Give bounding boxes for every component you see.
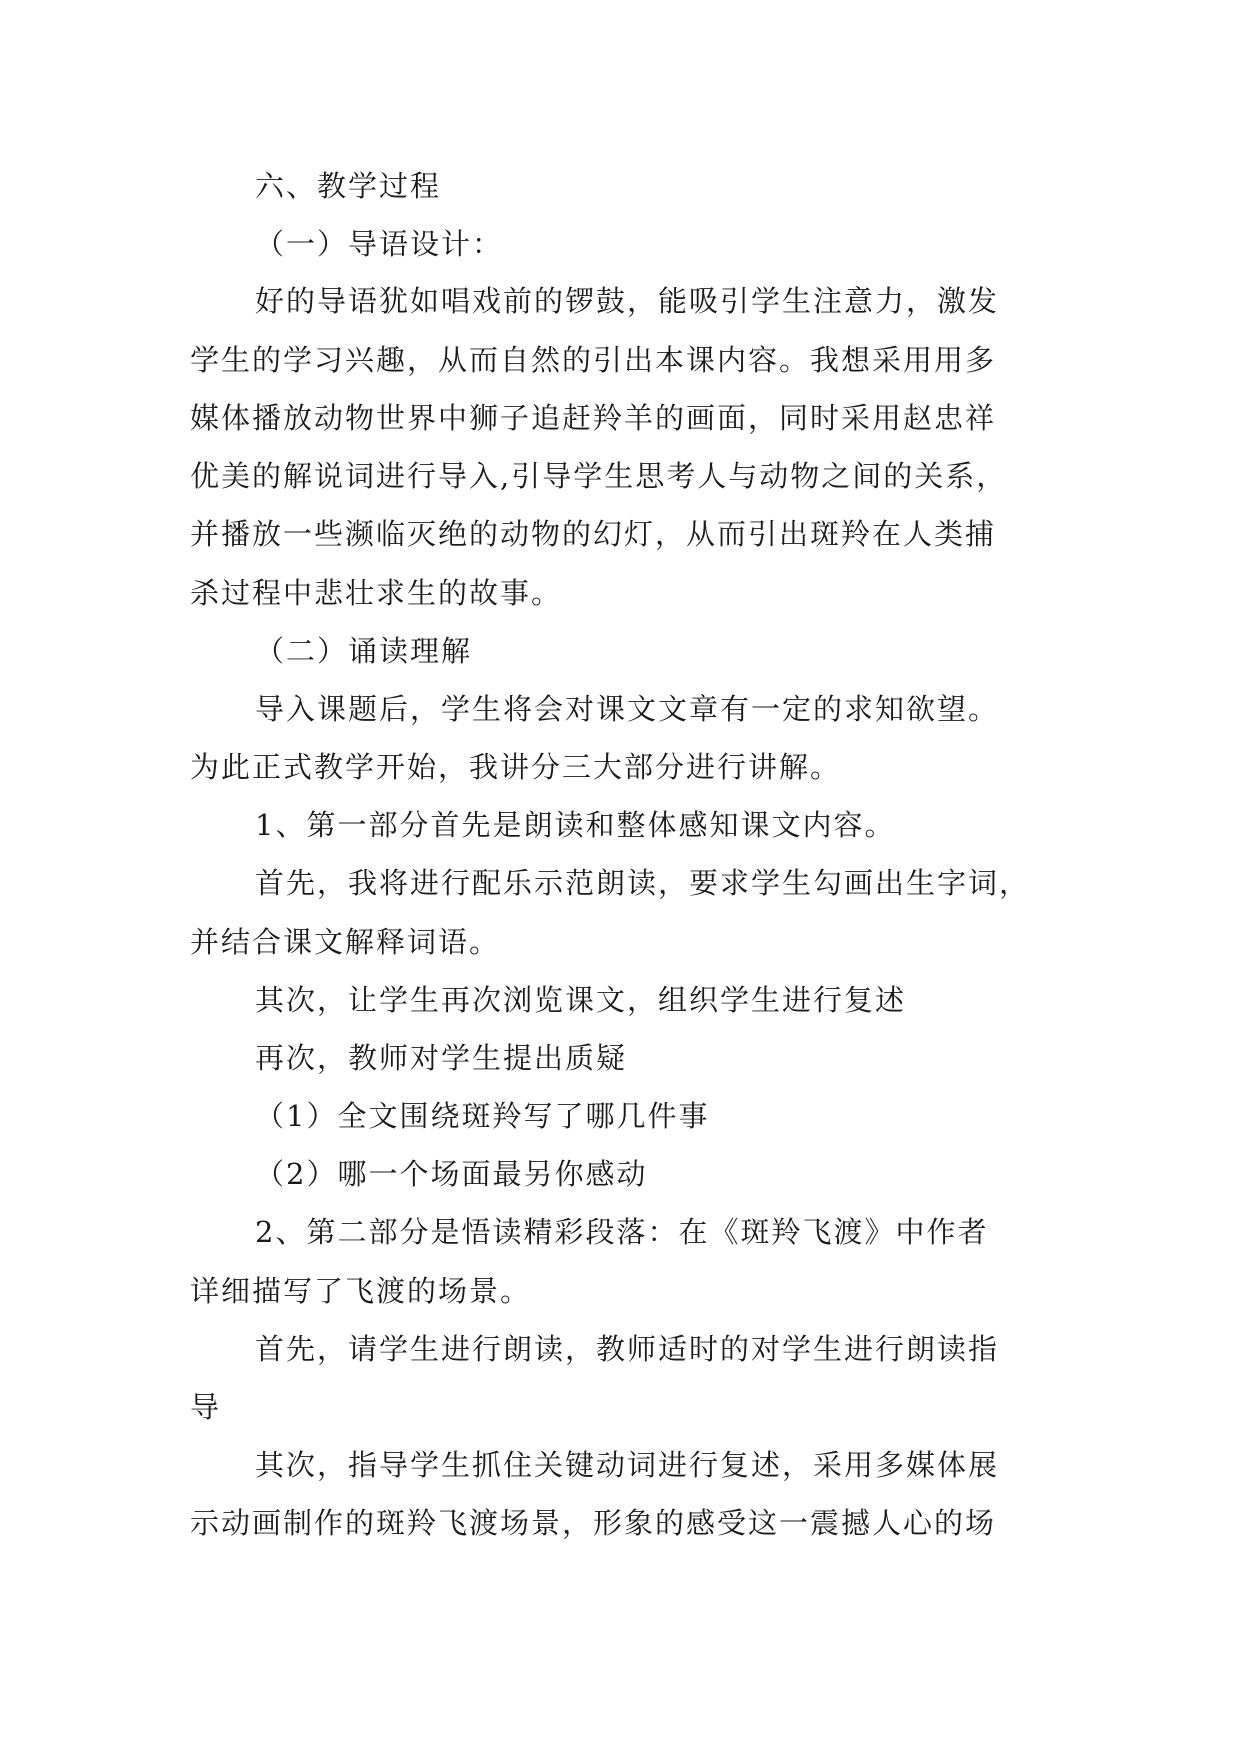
list-item: （2）哪一个场面最另你感动: [255, 1157, 648, 1191]
paragraph-line: 并结合课文解释词语。: [190, 925, 501, 959]
paragraph-line: 示动画制作的斑羚飞渡场景，形象的感受这一震撼人心的场: [190, 1506, 997, 1540]
section-heading: 六、教学过程: [255, 169, 442, 203]
paragraph-line: 2、第二部分是悟读精彩段落：在《斑羚飞渡》中作者: [255, 1215, 989, 1249]
paragraph-line: 首先，请学生进行朗读，教师适时的对学生进行朗读指: [255, 1332, 1000, 1366]
paragraph-line: 为此正式教学开始，我讲分三大部分进行讲解。: [190, 750, 842, 784]
list-item: （1）全文围绕斑羚写了哪几件事: [255, 1099, 710, 1133]
paragraph-line: 导入课题后，学生将会对课文文章有一定的求知欲望。: [255, 692, 1000, 726]
paragraph-line: 好的导语犹如唱戏前的锣鼓，能吸引学生注意力，激发: [255, 284, 1000, 318]
paragraph-line: 学生的学习兴趣，从而自然的引出本课内容。我想采用用多: [190, 343, 997, 377]
paragraph-line: 再次，教师对学生提出质疑: [255, 1041, 628, 1075]
paragraph-line: 并播放一些濒临灭绝的动物的幻灯，从而引出斑羚在人类捕: [190, 517, 997, 551]
paragraph-line: 其次，让学生再次浏览课文，组织学生进行复述: [255, 983, 907, 1017]
paragraph-line: 导: [190, 1390, 222, 1424]
paragraph-line: 详细描写了飞渡的场景。: [190, 1274, 532, 1308]
subsection-heading: （二）诵读理解: [255, 634, 473, 668]
subsection-heading: （一）导语设计：: [255, 227, 504, 261]
paragraph-line: 首先，我将进行配乐示范朗读，要求学生勾画出生字词，: [255, 866, 1031, 900]
paragraph-line: 优美的解说词进行导入,引导学生思考人与动物之间的关系，: [190, 459, 1008, 493]
paragraph-line: 1、第一部分首先是朗读和整体感知课文内容。: [255, 808, 896, 842]
paragraph-line: 其次，指导学生抓住关键动词进行复述，采用多媒体展: [255, 1448, 1000, 1482]
paragraph-line: 媒体播放动物世界中狮子追赶羚羊的画面，同时采用赵忠祥: [190, 401, 997, 435]
paragraph-line: 杀过程中悲壮求生的故事。: [190, 576, 563, 610]
